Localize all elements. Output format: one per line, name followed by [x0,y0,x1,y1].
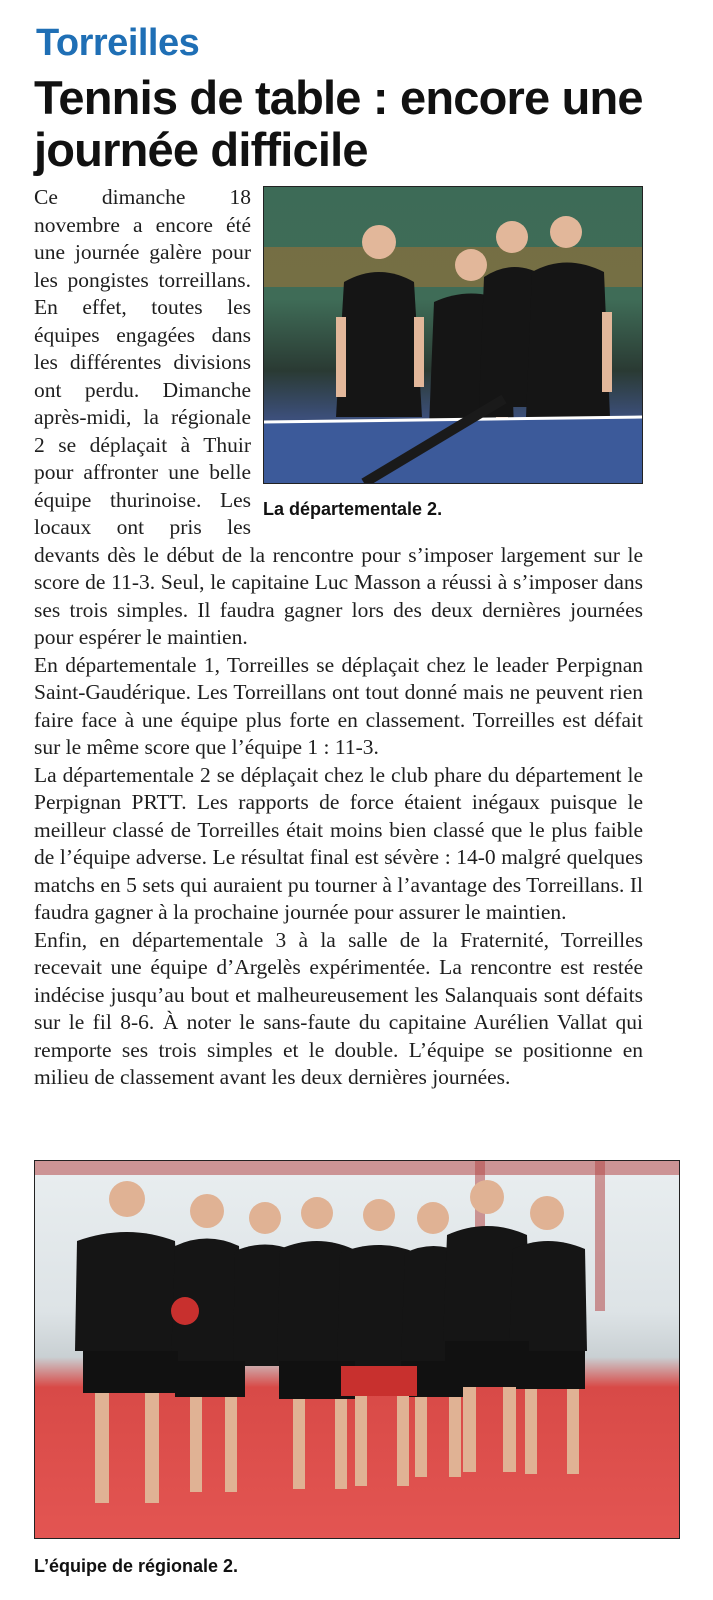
article-headline: Tennis de table : encore une journée difficile [34,71,643,176]
team-photo-departementale-2 [263,186,643,484]
paragraph-3: La départementale 2 se déplaçait chez le club phare du département le Perpignan PRTT. Les rapports de force étaient inégaux puisque le meilleur classé de Torreilles était moins bien classé que le plus faible de l’équipe adverse. Le résultat final est sévère : 14-0 malgré quelques matchs en 5 sets qui auraient pu tourner à l’avantage des Torreillans. Il faudra gagner à la prochaine journée pour assurer le maintien. [34,762,643,924]
article-body [34,184,643,1092]
top-photo-caption: La départementale 2. [263,499,443,519]
paragraph-4: Enfin, en départementale 3 à la salle de la Fraternité, Torreilles recevait une équipe d’Argelès expérimentée. La rencontre est restée indécise jusqu’au bout et malheureusement les Salanquais sont défaits sur le fil 8-6. À noter le sans-faute du capitaine Aurélien Vallat qui remporte ses trois simples et le double. L’équipe se positionne en milieu de classement avant les deux dernières journées. [34,927,643,1089]
paragraph-1: Ce dimanche 18 novembre a encore été une journée galère pour les pongistes torreillans. En effet, toutes les équipes engagées dans les différentes divisions ont perdu. Dimanche après-midi, la régionale 2 se déplaçait à Thuir pour affronter une belle équipe thurinoise. Les locaux ont pris les devants dès le début de la rencontre pour s’imposer largement sur le score de 11-3. Seul, le capitaine Luc Masson a réussi à s’imposer dans ses trois simples. Il faudra gagner lors des deux dernières journées pour espérer le maintien. [34,185,643,649]
team-photo-regionale-2 [34,1160,680,1539]
bottom-photo-caption: L’équipe de régionale 2. [34,1556,239,1576]
paragraph-2: En départementale 1, Torreilles se déplaçait chez le leader Perpignan Saint-Gaudérique. Les Torreillans ont tout donné mais ne peuvent rien faire face à une équipe plus forte en classement. Torreilles est défait sur le même score que l’équipe 1 : 11-3. [34,652,643,759]
section-kicker: Torreilles [36,22,200,64]
top-photo-block [263,186,643,534]
